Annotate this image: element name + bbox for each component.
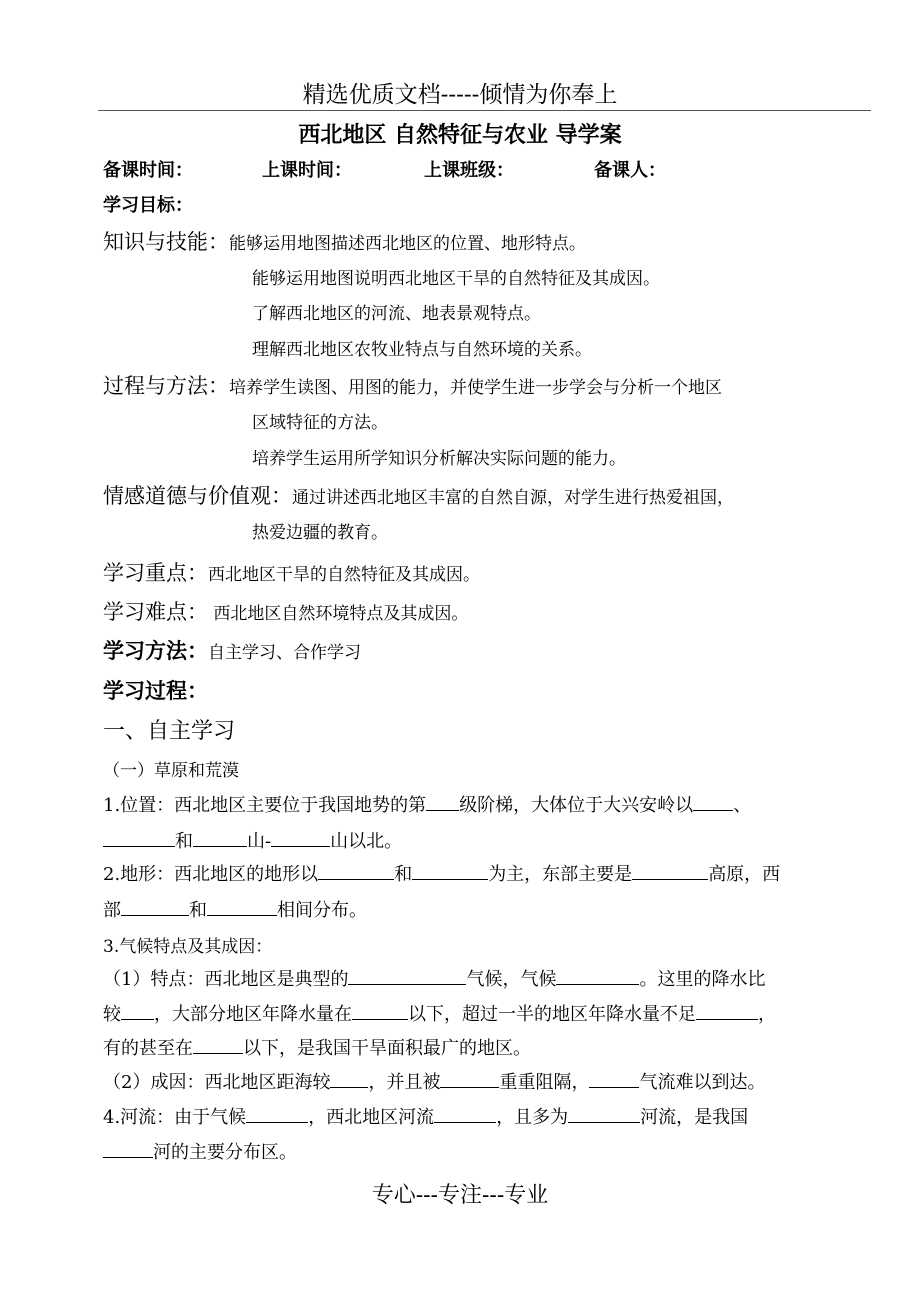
blank-22[interactable] bbox=[568, 1103, 640, 1123]
knowledge-line: 理解西北地区农牧业特点与自然环境的关系。 bbox=[252, 340, 592, 360]
knowledge-row bbox=[103, 226, 586, 256]
blank-16[interactable] bbox=[193, 1034, 243, 1054]
class-group-label: 上课班级： bbox=[424, 160, 514, 181]
difficulty-row bbox=[103, 596, 468, 626]
blank-20[interactable] bbox=[246, 1103, 308, 1123]
blank-12[interactable] bbox=[556, 965, 639, 985]
knowledge-label: 知识与技能： bbox=[103, 230, 229, 254]
emotion-line: 通过讲述西北地区丰富的自然自源，对学生进行热爱祖国， bbox=[292, 488, 734, 508]
class-time-label: 上课时间： bbox=[262, 160, 352, 181]
process-line: 培养学生读图、用图的能力，并使学生进一步学会与分析一个地区 bbox=[229, 378, 722, 398]
blank-8[interactable] bbox=[632, 860, 708, 880]
blank-13[interactable] bbox=[121, 1000, 154, 1020]
blank-9[interactable] bbox=[121, 896, 189, 916]
question-1-line-2: 和 山- 山以北。 bbox=[103, 827, 402, 853]
process-row bbox=[103, 370, 722, 400]
blank-5[interactable] bbox=[271, 827, 330, 847]
blank-11[interactable] bbox=[348, 965, 466, 985]
question-3-1-line-2: 较 ，大部分地区年降水量在 以下，超过一半的地区年降水量不足 ， bbox=[103, 1000, 776, 1026]
emotion-row bbox=[103, 480, 734, 510]
objectives-label: 学习目标： bbox=[103, 195, 193, 216]
process-section-label: 学习过程： bbox=[103, 678, 208, 703]
blank-6[interactable] bbox=[318, 860, 394, 880]
difficulty-label: 学习难点： bbox=[103, 600, 208, 624]
page-header: 精选优质文档-----倾情为你奉上 bbox=[302, 82, 618, 108]
emotion-label: 情感道德与价值观： bbox=[103, 484, 292, 508]
question-4-line-1: 4.河流：由于气候 ，西北地区河流 ，且多为 河流，是我国 bbox=[103, 1103, 748, 1129]
blank-7[interactable] bbox=[412, 860, 488, 880]
blank-3[interactable] bbox=[103, 827, 175, 847]
header-divider bbox=[98, 110, 871, 111]
key-point-label: 学习重点： bbox=[103, 561, 208, 585]
teacher-label: 备课人： bbox=[594, 160, 666, 181]
question-2-line-2: 部 和 相间分布。 bbox=[103, 896, 367, 922]
blank-23[interactable] bbox=[103, 1138, 153, 1158]
method-text: 自主学习、合作学习 bbox=[208, 643, 361, 663]
blank-2[interactable] bbox=[693, 791, 733, 811]
question-2-line-1: 2.地形：西北地区的地形以 和 为主，东部主要是 高原，西 bbox=[103, 860, 780, 886]
method-label: 学习方法： bbox=[103, 638, 208, 663]
process-line: 培养学生运用所学知识分析解决实际问题的能力。 bbox=[252, 449, 626, 469]
emotion-line: 热爱边疆的教育。 bbox=[252, 523, 388, 543]
question-3-1-line-3: 有的甚至在 以下，是我国干旱面积最广的地区。 bbox=[103, 1034, 531, 1060]
knowledge-line: 能够运用地图描述西北地区的位置、地形特点。 bbox=[229, 234, 586, 254]
prep-time-label: 备课时间： bbox=[103, 160, 193, 181]
question-3-1-line-1: （1）特点：西北地区是典型的 气候，气候 。这里的降水比 bbox=[103, 965, 765, 991]
document-title: 西北地区 自然特征与农业 导学案 bbox=[298, 122, 622, 148]
process-label: 过程与方法： bbox=[103, 374, 229, 398]
question-3-title: 3.气候特点及其成因： bbox=[103, 937, 273, 957]
blank-14[interactable] bbox=[352, 1000, 408, 1020]
knowledge-line: 了解西北地区的河流、地表景观特点。 bbox=[252, 304, 541, 324]
knowledge-line: 能够运用地图说明西北地区干旱的自然特征及其成因。 bbox=[252, 269, 660, 289]
difficulty-text: 西北地区自然环境特点及其成因。 bbox=[208, 604, 469, 624]
question-1-line-1: 1.位置：西北地区主要位于我国地势的第 级阶梯，大体位于大兴安岭以 、 bbox=[103, 791, 751, 817]
blank-1[interactable] bbox=[426, 791, 459, 811]
blank-18[interactable] bbox=[440, 1068, 499, 1088]
key-point-text: 西北地区干旱的自然特征及其成因。 bbox=[208, 565, 480, 585]
blank-10[interactable] bbox=[207, 896, 277, 916]
method-row bbox=[103, 635, 361, 665]
blank-15[interactable] bbox=[696, 1000, 758, 1020]
blank-21[interactable] bbox=[434, 1103, 496, 1123]
page-footer: 专心---专注---专业 bbox=[371, 1183, 549, 1208]
blank-4[interactable] bbox=[193, 827, 247, 847]
question-3-2-line: （2）成因：西北地区距海较 ，并且被 重重阻隔， 气流难以到达。 bbox=[103, 1068, 765, 1094]
subsection-heading: （一）草原和荒漠 bbox=[103, 761, 239, 781]
process-line: 区域特征的方法。 bbox=[252, 413, 388, 433]
key-point-row bbox=[103, 557, 480, 587]
blank-17[interactable] bbox=[330, 1068, 368, 1088]
blank-19[interactable] bbox=[589, 1068, 639, 1088]
question-4-line-2: 河的主要分布区。 bbox=[103, 1138, 297, 1164]
section-heading: 一、自主学习 bbox=[103, 719, 236, 744]
